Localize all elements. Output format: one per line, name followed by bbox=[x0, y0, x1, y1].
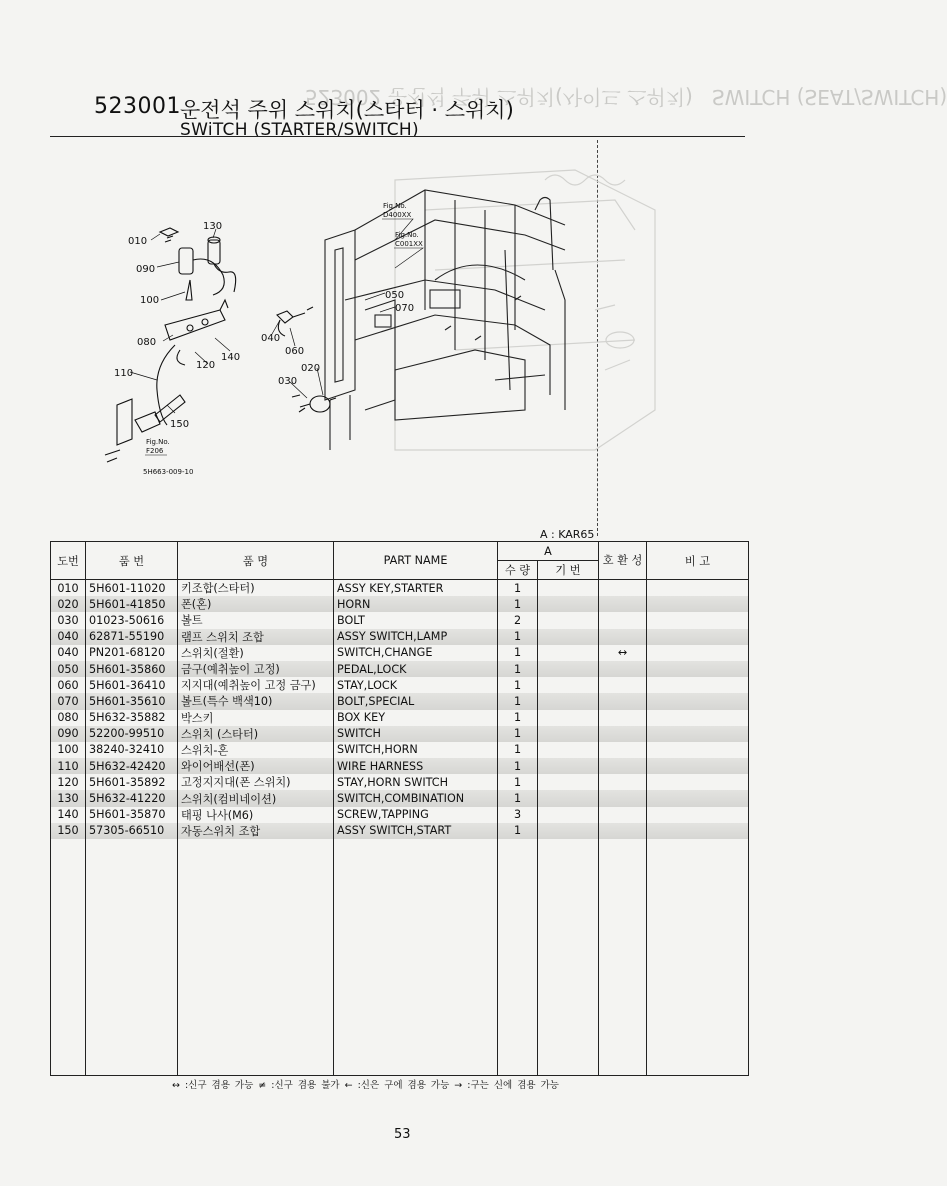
cell-compat bbox=[599, 758, 647, 774]
cell-name-ko: 자동스위치 조합 bbox=[178, 823, 334, 839]
callout-050: 050 bbox=[385, 290, 405, 301]
interchangeability-legend: ↔ :신구 겸용 가능 ≠ :신구 겸용 불가 ← :신은 구에 겸용 가능 → :구는 신에 겸용 가능 bbox=[172, 1080, 559, 1091]
cell-name-en: BOLT,SPECIAL bbox=[334, 693, 498, 709]
cell-name-ko: 와이어배선(폰) bbox=[178, 758, 334, 774]
cell-name-ko: 지지대(예취높이 고정 금구) bbox=[178, 677, 334, 693]
parts-table bbox=[50, 541, 749, 1076]
cell-base bbox=[538, 790, 599, 806]
header-name-korean: 품 명 bbox=[178, 542, 334, 580]
exploded-parts-diagram bbox=[95, 150, 745, 530]
title-divider bbox=[50, 136, 745, 137]
header-ref: 도번 bbox=[51, 542, 86, 580]
header-qty: 수 량 bbox=[498, 561, 538, 580]
cell-qty: 1 bbox=[498, 661, 538, 677]
cell-name-ko: 태핑 나사(M6) bbox=[178, 807, 334, 823]
header-base: 기 번 bbox=[538, 561, 599, 580]
cell-base bbox=[538, 710, 599, 726]
empty-cell bbox=[334, 839, 498, 1076]
cell-part-no: 5H632-41220 bbox=[86, 790, 178, 806]
empty-cell bbox=[538, 839, 599, 1076]
cell-name-ko: 폰(혼) bbox=[178, 596, 334, 612]
figure-references bbox=[143, 202, 423, 476]
callout-040: 040 bbox=[261, 333, 281, 344]
cell-qty: 1 bbox=[498, 823, 538, 839]
callout-120: 120 bbox=[196, 360, 216, 371]
table-row bbox=[51, 580, 749, 597]
callout-080: 080 bbox=[137, 337, 157, 348]
callout-070: 070 bbox=[395, 303, 415, 314]
cell-name-en: SWITCH,HORN bbox=[334, 742, 498, 758]
cell-qty: 1 bbox=[498, 645, 538, 661]
cell-remarks bbox=[647, 677, 749, 693]
cell-ref: 030 bbox=[51, 612, 86, 628]
cell-compat bbox=[599, 629, 647, 645]
callout-110: 110 bbox=[114, 368, 134, 379]
cell-remarks bbox=[647, 612, 749, 628]
cell-base bbox=[538, 758, 599, 774]
cell-name-ko: 키조합(스타터) bbox=[178, 580, 334, 597]
cell-remarks bbox=[647, 710, 749, 726]
bleed-through-text: 523002 운전석 주위 스위치(사이드 스위치) SWITCH (SEAT/SWITCH) bbox=[305, 85, 947, 109]
cell-ref: 040 bbox=[51, 645, 86, 661]
cell-base bbox=[538, 726, 599, 742]
cell-remarks bbox=[647, 774, 749, 790]
cell-compat bbox=[599, 596, 647, 612]
table-row bbox=[51, 645, 749, 661]
cell-remarks bbox=[647, 823, 749, 839]
table-empty-space bbox=[51, 839, 749, 1076]
cell-qty: 1 bbox=[498, 710, 538, 726]
cell-ref: 050 bbox=[51, 661, 86, 677]
fig-ref-c001: C001XX bbox=[395, 240, 423, 248]
cell-qty: 1 bbox=[498, 677, 538, 693]
cell-part-no: PN201-68120 bbox=[86, 645, 178, 661]
cell-remarks bbox=[647, 807, 749, 823]
cell-name-en: PEDAL,LOCK bbox=[334, 661, 498, 677]
cell-name-en: SWITCH bbox=[334, 726, 498, 742]
cell-ref: 130 bbox=[51, 790, 86, 806]
cell-compat bbox=[599, 742, 647, 758]
cell-remarks bbox=[647, 580, 749, 597]
cell-compat bbox=[599, 823, 647, 839]
cell-part-no: 5H632-42420 bbox=[86, 758, 178, 774]
cell-name-en: SCREW,TAPPING bbox=[334, 807, 498, 823]
cell-name-ko: 스위치(컴비네이션) bbox=[178, 790, 334, 806]
header-part-name: PART NAME bbox=[334, 542, 498, 580]
empty-cell bbox=[51, 839, 86, 1076]
cell-name-en: BOX KEY bbox=[334, 710, 498, 726]
cell-name-en: WIRE HARNESS bbox=[334, 758, 498, 774]
cell-qty: 1 bbox=[498, 790, 538, 806]
page-number: 53 bbox=[394, 1127, 411, 1142]
callout-030: 030 bbox=[278, 376, 298, 387]
cell-name-ko: 스위치-혼 bbox=[178, 742, 334, 758]
cell-qty: 1 bbox=[498, 774, 538, 790]
cell-part-no: 5H632-35882 bbox=[86, 710, 178, 726]
section-code: 523001 bbox=[94, 94, 181, 119]
callout-090: 090 bbox=[136, 264, 156, 275]
table-row bbox=[51, 629, 749, 645]
callout-020: 020 bbox=[301, 363, 321, 374]
cell-ref: 070 bbox=[51, 693, 86, 709]
cell-compat bbox=[599, 710, 647, 726]
cell-name-ko: 금구(예취높이 고정) bbox=[178, 661, 334, 677]
cell-base bbox=[538, 661, 599, 677]
section-title-english: SWiTCH (STARTER/SWITCH) bbox=[180, 120, 419, 140]
table-row bbox=[51, 790, 749, 806]
cell-qty: 1 bbox=[498, 629, 538, 645]
cell-base bbox=[538, 629, 599, 645]
header-interchange: 호 환 성 bbox=[599, 542, 647, 580]
callout-010: 010 bbox=[128, 236, 148, 247]
table-row bbox=[51, 774, 749, 790]
cell-part-no: 5H601-35610 bbox=[86, 693, 178, 709]
cell-part-no: 01023-50616 bbox=[86, 612, 178, 628]
cell-name-en: STAY,HORN SWITCH bbox=[334, 774, 498, 790]
table-row bbox=[51, 596, 749, 612]
table-row bbox=[51, 710, 749, 726]
empty-cell bbox=[498, 839, 538, 1076]
table-row bbox=[51, 823, 749, 839]
table-row bbox=[51, 677, 749, 693]
cell-name-ko: 박스키 bbox=[178, 710, 334, 726]
cell-compat bbox=[599, 580, 647, 597]
cell-name-en: SWITCH,COMBINATION bbox=[334, 790, 498, 806]
cell-remarks bbox=[647, 645, 749, 661]
cell-name-en: ASSY SWITCH,LAMP bbox=[334, 629, 498, 645]
cell-ref: 020 bbox=[51, 596, 86, 612]
cell-ref: 120 bbox=[51, 774, 86, 790]
cell-compat bbox=[599, 693, 647, 709]
fig-ref-label-1: Fig.No. bbox=[383, 202, 407, 210]
parts-table-body bbox=[51, 580, 749, 1076]
fig-ref-f206: F206 bbox=[146, 447, 164, 455]
cell-name-en: ASSY KEY,STARTER bbox=[334, 580, 498, 597]
cell-qty: 1 bbox=[498, 742, 538, 758]
cell-part-no: 5H601-35892 bbox=[86, 774, 178, 790]
cell-qty: 3 bbox=[498, 807, 538, 823]
cell-ref: 060 bbox=[51, 677, 86, 693]
cell-compat bbox=[599, 807, 647, 823]
cell-compat: ↔ bbox=[599, 645, 647, 661]
empty-cell bbox=[86, 839, 178, 1076]
table-row bbox=[51, 612, 749, 628]
cell-name-en: SWITCH,CHANGE bbox=[334, 645, 498, 661]
cell-part-no: 5H601-11020 bbox=[86, 580, 178, 597]
cell-compat bbox=[599, 661, 647, 677]
cell-ref: 040 bbox=[51, 629, 86, 645]
cell-part-no: 5H601-35860 bbox=[86, 661, 178, 677]
empty-cell bbox=[647, 839, 749, 1076]
cell-part-no: 5H601-35870 bbox=[86, 807, 178, 823]
cell-base bbox=[538, 823, 599, 839]
cell-base bbox=[538, 807, 599, 823]
cell-remarks bbox=[647, 596, 749, 612]
table-row bbox=[51, 807, 749, 823]
cell-ref: 150 bbox=[51, 823, 86, 839]
cell-remarks bbox=[647, 790, 749, 806]
cell-qty: 2 bbox=[498, 612, 538, 628]
cell-compat bbox=[599, 677, 647, 693]
cell-remarks bbox=[647, 693, 749, 709]
header-part-no: 품 번 bbox=[86, 542, 178, 580]
cell-name-en: STAY,LOCK bbox=[334, 677, 498, 693]
header-remarks: 비 고 bbox=[647, 542, 749, 580]
cell-part-no: 5H601-36410 bbox=[86, 677, 178, 693]
cell-qty: 1 bbox=[498, 596, 538, 612]
cell-qty: 1 bbox=[498, 580, 538, 597]
cell-remarks bbox=[647, 726, 749, 742]
cell-ref: 010 bbox=[51, 580, 86, 597]
cell-base bbox=[538, 742, 599, 758]
cell-remarks bbox=[647, 758, 749, 774]
section-title-korean: 운전석 주위 스위치(스타터 · 스위치) bbox=[180, 98, 514, 122]
callout-060: 060 bbox=[285, 346, 305, 357]
cell-base bbox=[538, 693, 599, 709]
model-code: A : KAR65 bbox=[540, 528, 595, 541]
cell-name-ko: 볼트 bbox=[178, 612, 334, 628]
cell-name-ko: 스위치(절환) bbox=[178, 645, 334, 661]
cell-remarks bbox=[647, 742, 749, 758]
header-model-a: A bbox=[498, 542, 599, 561]
cell-part-no: 62871-55190 bbox=[86, 629, 178, 645]
callout-140: 140 bbox=[221, 352, 241, 363]
cell-compat bbox=[599, 790, 647, 806]
cell-name-ko: 램프 스위치 조합 bbox=[178, 629, 334, 645]
cell-part-no: 57305-66510 bbox=[86, 823, 178, 839]
cell-name-en: HORN bbox=[334, 596, 498, 612]
fig-ref-label-2: Fig.No. bbox=[395, 231, 419, 239]
callout-150: 150 bbox=[170, 419, 190, 430]
fig-ref-d400: D400XX bbox=[383, 211, 412, 219]
cell-remarks bbox=[647, 629, 749, 645]
empty-cell bbox=[599, 839, 647, 1076]
callout-130: 130 bbox=[203, 221, 223, 232]
cell-qty: 1 bbox=[498, 758, 538, 774]
cell-compat bbox=[599, 774, 647, 790]
cell-part-no: 38240-32410 bbox=[86, 742, 178, 758]
cell-qty: 1 bbox=[498, 693, 538, 709]
cell-name-ko: 스위치 (스타터) bbox=[178, 726, 334, 742]
cell-qty: 1 bbox=[498, 726, 538, 742]
table-row bbox=[51, 693, 749, 709]
cell-ref: 100 bbox=[51, 742, 86, 758]
cell-base bbox=[538, 612, 599, 628]
vehicle-frame-drawing bbox=[325, 190, 565, 450]
cell-compat bbox=[599, 612, 647, 628]
drawing-number: 5H663-009-10 bbox=[143, 468, 194, 476]
cell-part-no: 5H601-41850 bbox=[86, 596, 178, 612]
cell-compat bbox=[599, 726, 647, 742]
cell-base bbox=[538, 677, 599, 693]
cell-name-ko: 볼트(특수 백색10) bbox=[178, 693, 334, 709]
cell-name-en: ASSY SWITCH,START bbox=[334, 823, 498, 839]
cell-name-ko: 고정지지대(폰 스위치) bbox=[178, 774, 334, 790]
callout-100: 100 bbox=[140, 295, 160, 306]
cell-base bbox=[538, 645, 599, 661]
cell-ref: 140 bbox=[51, 807, 86, 823]
cell-ref: 110 bbox=[51, 758, 86, 774]
cell-remarks bbox=[647, 661, 749, 677]
cell-ref: 080 bbox=[51, 710, 86, 726]
empty-cell bbox=[178, 839, 334, 1076]
cell-ref: 090 bbox=[51, 726, 86, 742]
cell-base bbox=[538, 774, 599, 790]
cell-part-no: 52200-99510 bbox=[86, 726, 178, 742]
table-row bbox=[51, 661, 749, 677]
fig-ref-label-3: Fig.No. bbox=[146, 438, 170, 446]
cell-name-en: BOLT bbox=[334, 612, 498, 628]
table-row bbox=[51, 742, 749, 758]
table-row bbox=[51, 726, 749, 742]
table-row bbox=[51, 758, 749, 774]
cell-base bbox=[538, 596, 599, 612]
cell-base bbox=[538, 580, 599, 597]
